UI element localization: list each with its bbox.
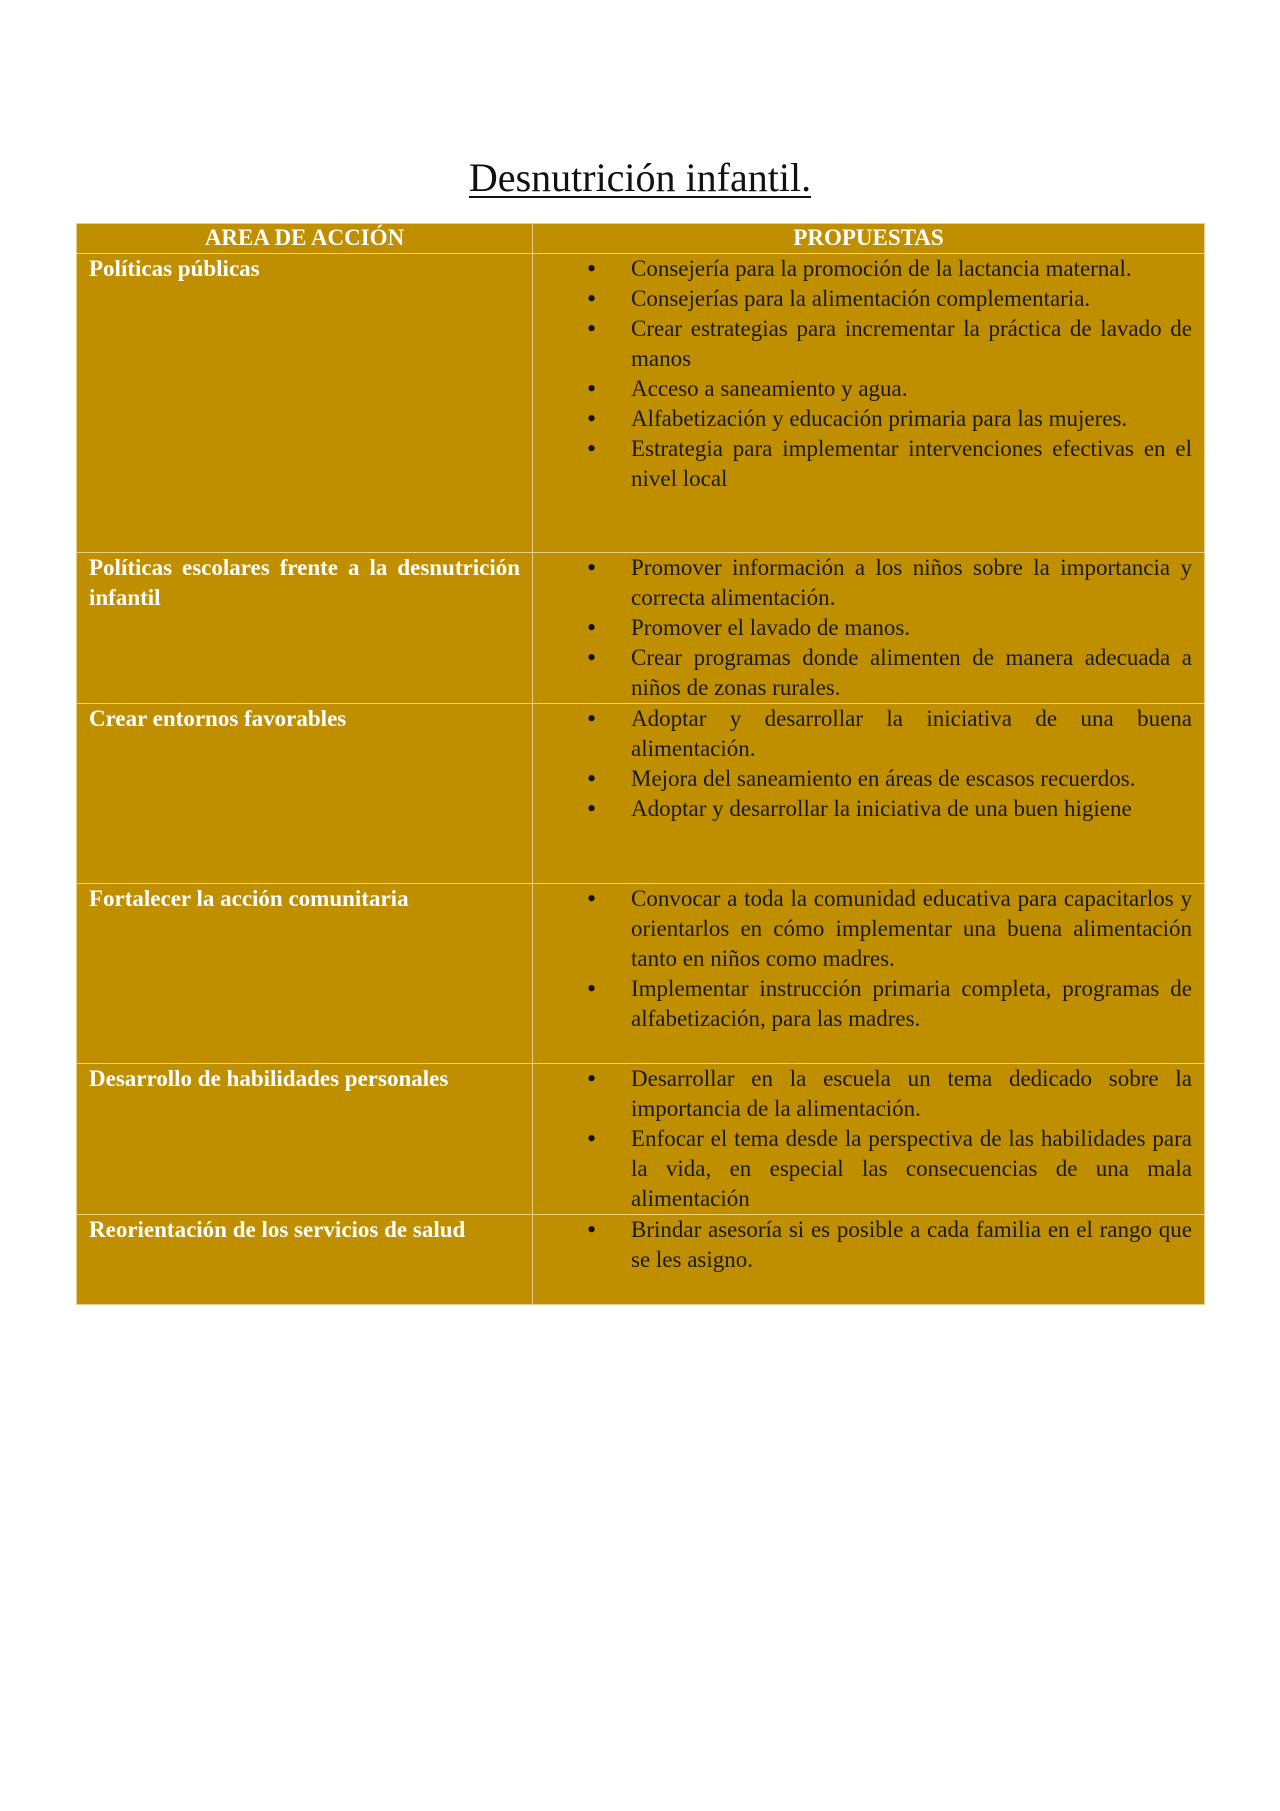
- proposals-cell: [533, 704, 1205, 884]
- proposals-cell: [533, 1215, 1205, 1305]
- proposals-cell: [533, 1064, 1205, 1215]
- table-row: [77, 254, 1205, 553]
- proposals-list: [533, 884, 1192, 1034]
- list-item: • Acceso a saneamiento y agua.: [631, 374, 1192, 404]
- list-item: • Alfabetización y educación primaria para las mujeres.: [631, 404, 1192, 434]
- proposals-cell: [533, 254, 1205, 553]
- proposals-list: [533, 704, 1192, 824]
- area-cell: Políticas escolares frente a la desnutrición infantil: [77, 553, 533, 704]
- list-item: • Brindar asesoría si es posible a cada familia en el rango que se les asigno.: [631, 1215, 1192, 1275]
- list-item: • Estrategia para implementar intervenciones efectivas en el nivel local: [631, 434, 1192, 494]
- list-item: • Adoptar y desarrollar la iniciativa de una buena alimentación.: [631, 704, 1192, 764]
- list-item: • Enfocar el tema desde la perspectiva de las habilidades para la vida, en especial las consecuencias de una mala alimentación: [631, 1124, 1192, 1214]
- table-row: [77, 1064, 1205, 1215]
- table-header-row: [77, 224, 1205, 254]
- list-item: • Crear programas donde alimenten de manera adecuada a niños de zonas rurales.: [631, 643, 1192, 703]
- proposals-list: [533, 553, 1192, 703]
- header-proposals: PROPUESTAS: [533, 224, 1205, 254]
- proposals-list: [533, 254, 1192, 494]
- proposals-cell: [533, 884, 1205, 1064]
- proposals-table-container: [76, 223, 1204, 1305]
- list-item: • Adoptar y desarrollar la iniciativa de una buen higiene: [631, 794, 1192, 824]
- list-item: • Mejora del saneamiento en áreas de escasos recuerdos.: [631, 764, 1192, 794]
- list-item: • Crear estrategias para incrementar la práctica de lavado de manos: [631, 314, 1192, 374]
- table-row: [77, 884, 1205, 1064]
- proposals-cell: [533, 553, 1205, 704]
- proposals-list: [533, 1215, 1192, 1275]
- list-item: • Promover información a los niños sobre la importancia y correcta alimentación.: [631, 553, 1192, 613]
- list-item: • Convocar a toda la comunidad educativa para capacitarlos y orientarlos en cómo implementar una buena alimentación tanto en niños como madres.: [631, 884, 1192, 974]
- header-area: AREA DE ACCIÓN: [77, 224, 533, 254]
- page-title: Desnutrición infantil.: [468, 155, 812, 200]
- area-cell: Fortalecer la acción comunitaria: [77, 884, 533, 1064]
- area-cell: Crear entornos favorables: [77, 704, 533, 884]
- list-item: • Desarrollar en la escuela un tema dedicado sobre la importancia de la alimentación.: [631, 1064, 1192, 1124]
- list-item: • Implementar instrucción primaria completa, programas de alfabetización, para las madres.: [631, 974, 1192, 1034]
- table-row: [77, 553, 1205, 704]
- proposals-list: [533, 1064, 1192, 1214]
- proposals-table: [76, 223, 1205, 1305]
- area-cell: Políticas públicas: [77, 254, 533, 553]
- table-row: [77, 704, 1205, 884]
- area-cell: Desarrollo de habilidades personales: [77, 1064, 533, 1215]
- list-item: • Consejerías para la alimentación complementaria.: [631, 284, 1192, 314]
- list-item: • Promover el lavado de manos.: [631, 613, 1192, 643]
- list-item: • Consejería para la promoción de la lactancia maternal.: [631, 254, 1192, 284]
- table-row: [77, 1215, 1205, 1305]
- area-cell: Reorientación de los servicios de salud: [77, 1215, 533, 1305]
